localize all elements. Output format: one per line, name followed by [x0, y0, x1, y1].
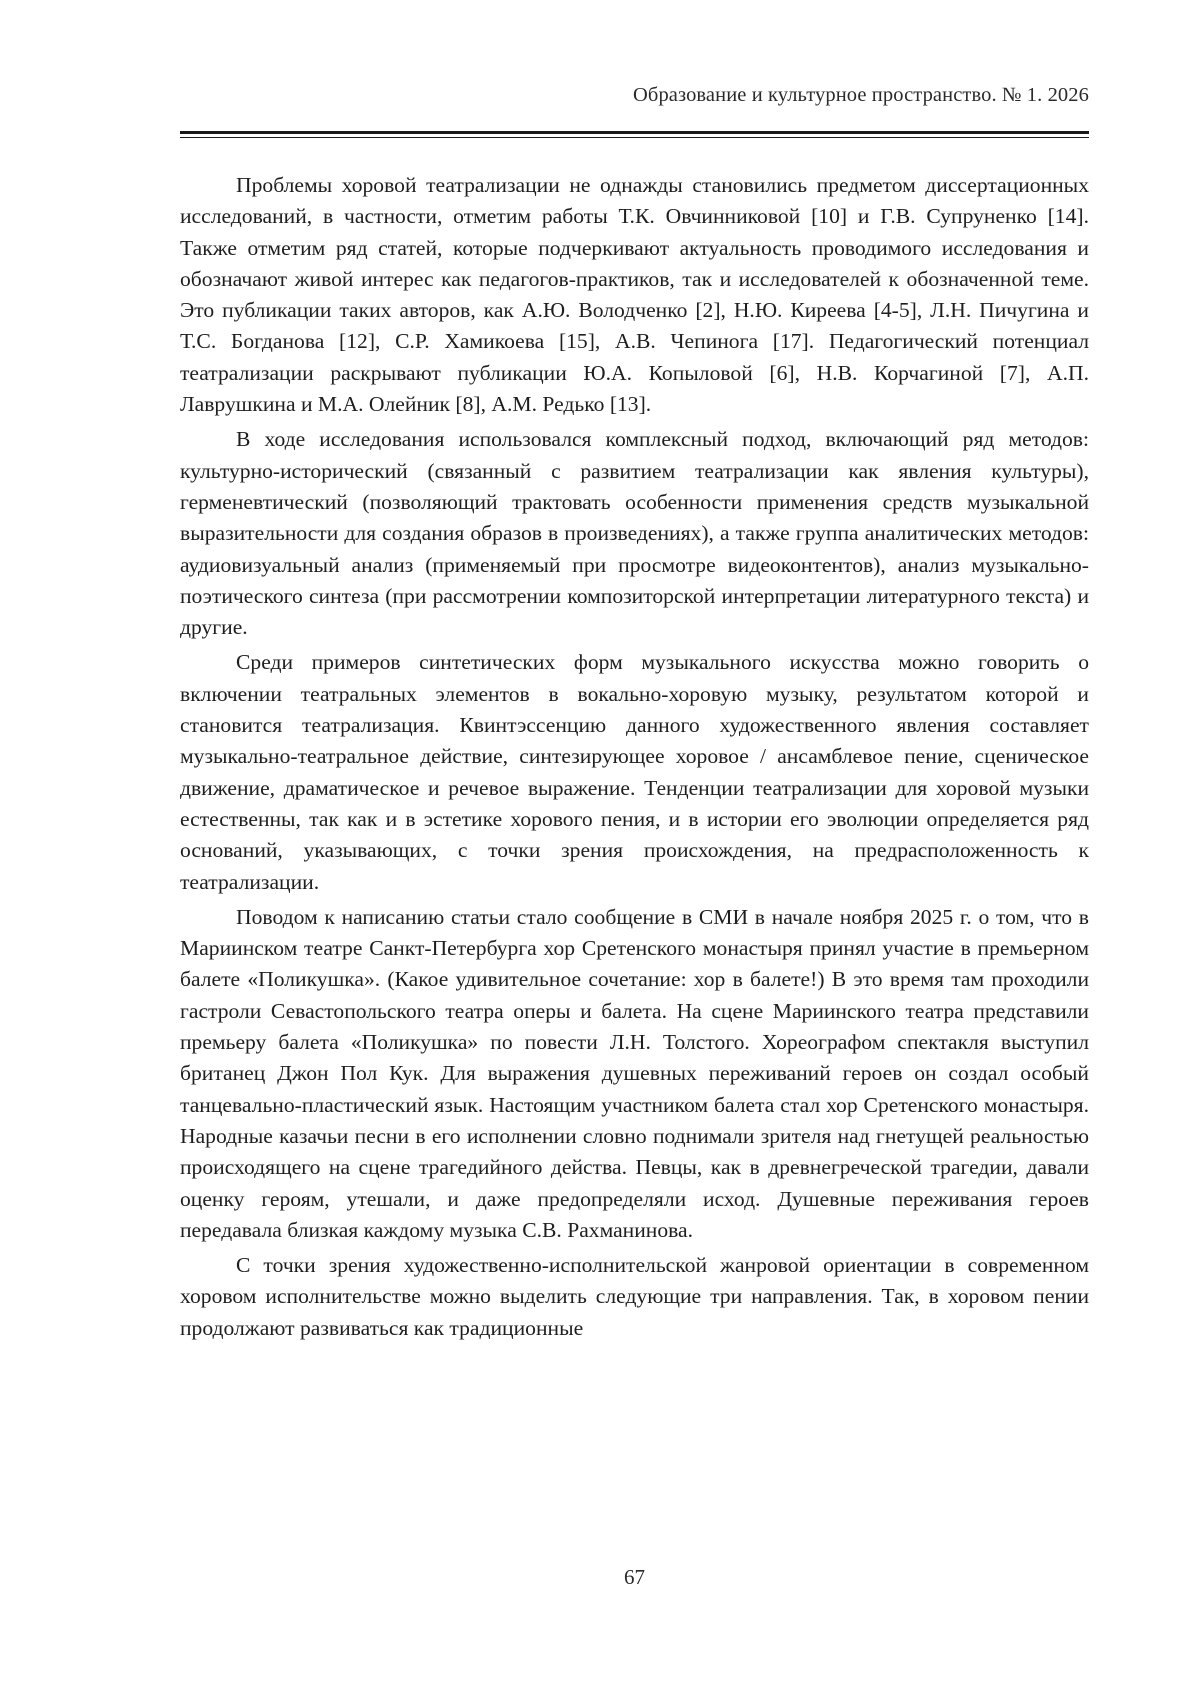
paragraph-dissertations: Проблемы хоровой театрализации не однажды становились предметом диссертационных исследований, в частности, отметим работы Т.К. Овчинниковой [10] и Г.В. Супруненко [14]. Также отметим ряд статей, которые подчеркивают актуальность проводимого исследования и обозначают живой интерес как педагогов-практиков, так и исследователей к обозначенной теме. Это публикации таких авторов, как А.Ю. Володченко [2], Н.Ю. Киреева [4-5], Л.Н. Пичугина и Т.С. Богданова [12], С.Р. Хамикоева [15], А.В. Чепинога [17]. Педагогический потенциал театрализации раскрывают публикации Ю.А. Копыловой [6], Н.В. Корчагиной [7], А.П. Лаврушкина и М.А. Олейник [8], А.М. Редько [13].	[180, 173, 1089, 417]
body-text	[180, 170, 1089, 1348]
running-head: Образование и культурное пространство. № 1. 2026	[633, 84, 1089, 106]
header-rule-thin	[180, 137, 1089, 138]
header-rule-thick	[180, 131, 1089, 134]
paragraph-directions: С точки зрения художественно-исполнительской жанровой ориентации в современном хоровом исполнительстве можно выделить следующие три направления. Так, в хоровом пении продолжают развиваться как традиционные	[180, 1253, 1089, 1340]
paragraph-polikushka: Поводом к написанию статьи стало сообщение в СМИ в начале ноября 2025 г. о том, что в Мариинском театре Санкт-Петербурга хор Сретенского монастыря принял участие в премьерном балете «Поликушка». (Какое удивительное сочетание: хор в балете!) В это время там проходили гастроли Севастопольского театра оперы и балета. На сцене Мариинского театра представили премьеру балета «Поликушка» по повести Л.Н. Толстого. Хореографом спектакля выступил британец Джон Пол Кук. Для выражения душевных переживаний героев он создал особый танцевально-пластический язык. Настоящим участником балета стал хор Сретенского монастыря. Народные казачьи песни в его исполнении словно поднимали зрителя над гнетущей реальностью происходящего на сцене трагедийного действа. Певцы, как в древнегреческой трагедии, давали оценку героям, утешали, и даже предопределяли исход. Душевные переживания героев передавала близкая каждому музыка С.В. Рахманинова.	[180, 904, 1089, 1242]
page-number: 67	[624, 1565, 645, 1589]
paragraph-synthetic-forms: Среди примеров синтетических форм музыкального искусства можно говорить о включении театральных элементов в вокально-хоровую музыку, результатом которой и становится театрализация. Квинтэссенцию данного художественного явления составляет музыкально-театральное действие, синтезирующее хоровое / ансамблевое пение, сценическое движение, драматическое и речевое выражение. Тенденции театрализации для хоровой музыки естественны, так как и в эстетике хорового пения, и в истории его эволюции определяется ряд оснований, указывающих, с точки зрения происхождения, на предрасположенность к театрализации.	[180, 650, 1089, 894]
paragraph-methods: В ходе исследования использовался комплексный подход, включающий ряд методов: культурно-исторический (связанный с развитием театрализации как явления культуры), герменевтический (позволяющий трактовать особенности применения средств музыкальной выразительности для создания образов в произведениях), а также группа аналитических методов: аудиовизуальный анализ (применяемый при просмотре видеоконтентов), анализ музыкально-поэтического синтеза (при рассмотрении композиторской интерпретации литературного текста) и другие.	[180, 427, 1089, 640]
